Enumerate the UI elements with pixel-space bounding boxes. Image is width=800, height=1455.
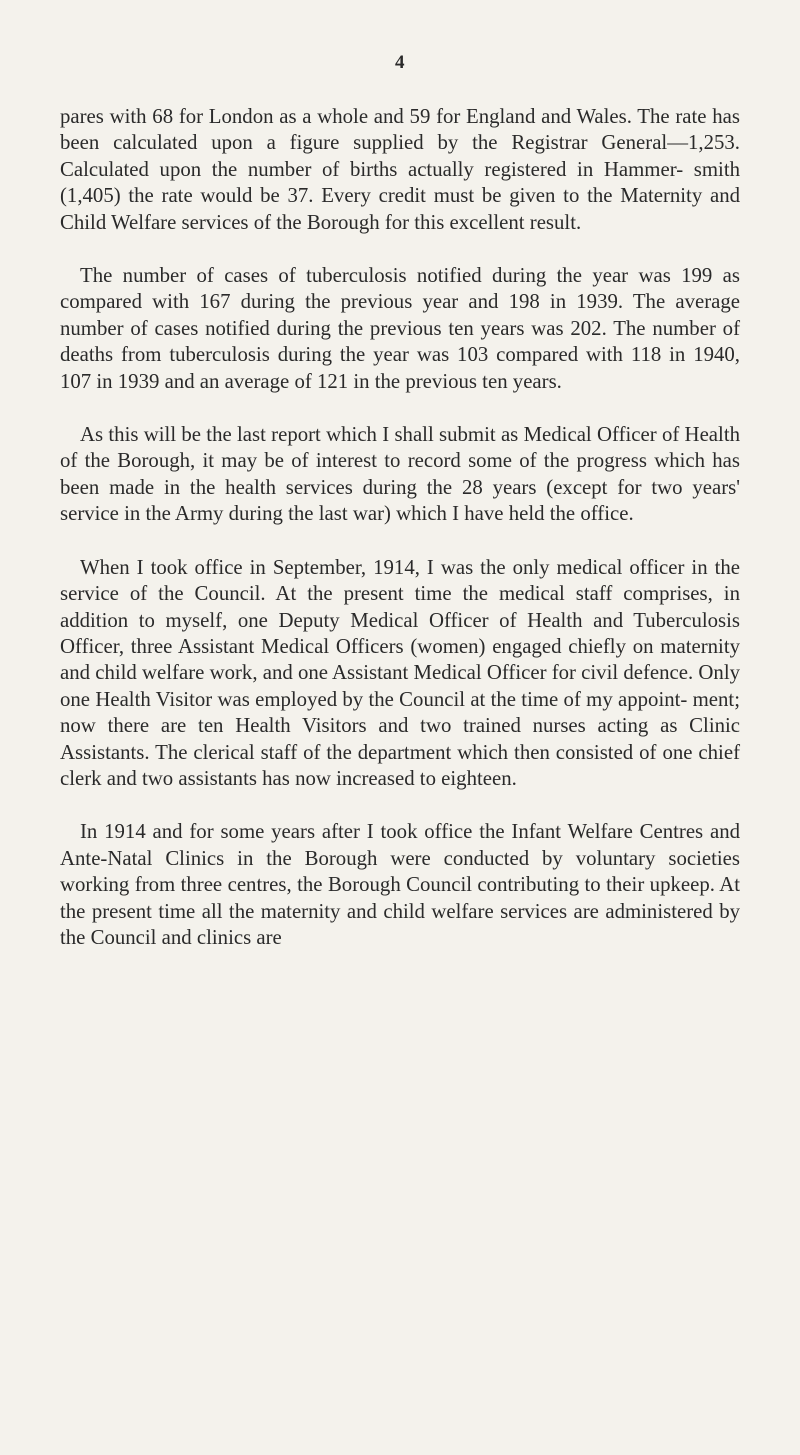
- paragraph-infant-mortality-continued: pares with 68 for London as a whole and 59 for England and Wales. The rate has been calculated upon a figure supplied by the Registrar General—1,253. Calculated upon the number of births actually registered in Hammer- smith (1,405) the rate would be 37. Every credit must be given to the Maternity and Child Welfare services of the Borough for this excellent result.: [60, 105, 740, 234]
- paragraph-last-report: As this will be the last report which I shall submit as Medical Officer of Health of the Borough, it may be of interest to record some of the progress which has been made in the health services during the 28 years (except for two years' service in the Army during the last war) which I have held the office.: [60, 423, 740, 526]
- paragraph-tuberculosis: The number of cases of tuberculosis notified during the year was 199 as compared with 167 during the previous year and 198 in 1939. The average number of cases notified during the previous ten years was 202. The number of deaths from tuberculosis during the year was 103 compared with 118 in 1940, 107 in 1939 and an average of 121 in the previous ten years.: [60, 264, 740, 393]
- paragraph-medical-staff: When I took office in September, 1914, I was the only medical officer in the service of the Council. At the present time the medical staff comprises, in addition to myself, one Deputy Medical Officer of Health and Tuberculosis Officer, three Assistant Medical Officers (women) engaged chiefly on maternity and child welfare work, and one Assistant Medical Officer for civil defence. Only one Health Visitor was employed by the Council at the time of my appoint- ment; now there are ten Health Visitors and two trained nurses acting as Clinic Assistants. The clerical staff of the department which then consisted of one chief clerk and two assistants has now increased to eighteen.: [60, 555, 740, 790]
- paragraph-welfare-centres: In 1914 and for some years after I took office the Infant Welfare Centres and Ante-Natal Clinics in the Borough were conducted by voluntary societies working from three centres, the Borough Council contributing to their upkeep. At the present time all the maternity and child welfare services are administered by the Council and clinics are: [60, 820, 740, 949]
- page-number: 4: [395, 52, 405, 73]
